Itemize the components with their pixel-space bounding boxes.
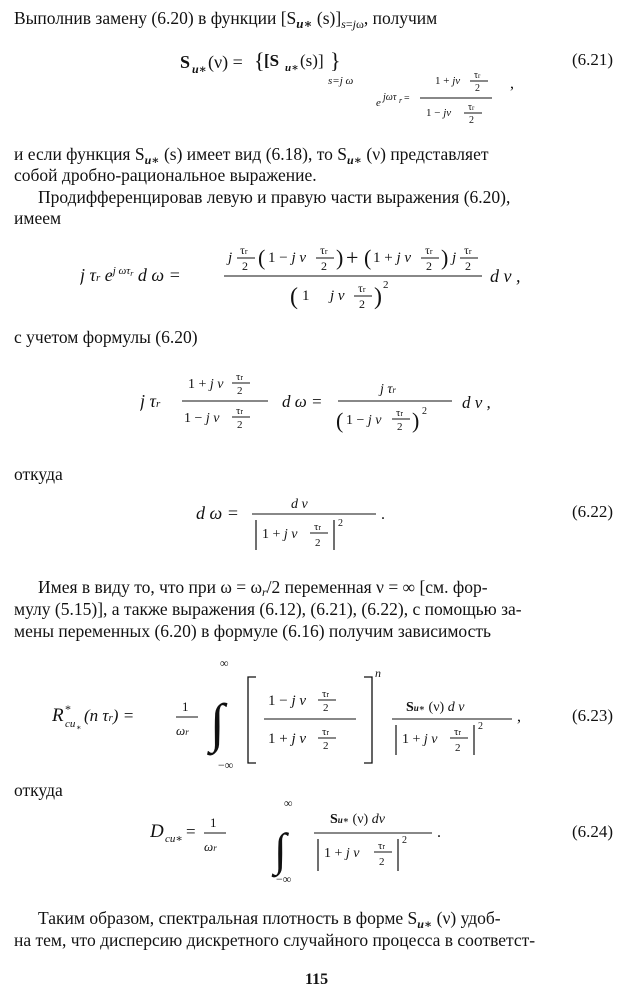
svg-text:): ) [336,245,344,270]
equation-6-21 [180,40,530,130]
svg-text:1 − jν: 1 − jν [426,107,452,119]
svg-text:2: 2 [338,518,343,529]
paragraph-having-in-view-line3: мены переменных (6.20) в формуле (6.16) получим зависимость [14,621,491,641]
svg-text:,: , [517,708,521,725]
svg-text:1: 1 [210,815,217,830]
svg-text:Su∗ (ν) d ν: Su∗ (ν) d ν [406,700,465,715]
svg-text:2: 2 [242,259,248,273]
svg-text:d ω =: d ω = [196,503,239,523]
svg-text:τr: τr [236,405,244,417]
svg-text:1 + j ν: 1 + j ν [268,731,307,747]
equation-differential [80,232,620,322]
svg-text:(: ( [336,408,344,433]
svg-text:τr: τr [396,407,404,419]
svg-text:j τr: j τr [140,391,161,411]
svg-text:∫: ∫ [274,824,287,875]
paragraph-differentiate: Продифференцировав левую и правую части выражения (6.20), [38,187,511,207]
svg-text:2: 2 [402,835,407,846]
svg-text:Su∗ (ν) dν: Su∗ (ν) dν [330,812,385,827]
svg-text:[S: [S [264,51,280,70]
paragraph-having-in-view-line2: мулу (5.15)], а также выражения (6.12), (6.21), (6.22), с помощью за- [14,599,522,619]
svg-text:d ν ,: d ν , [490,266,521,286]
paragraph-intro: Выполнив замену (6.20) в функции [$S_{u∗}$ $(s)]_{s=j\omega}$, получим [14,8,438,31]
svg-text:(s)]: (s)] [300,51,324,70]
svg-text:∗: ∗ [76,723,82,732]
svg-text:2: 2 [422,406,427,417]
svg-text:1 + j ν: 1 + j ν [188,377,224,392]
svg-text:2: 2 [478,721,483,732]
svg-text:r: r [399,96,403,105]
svg-text:*: * [65,702,71,716]
svg-text:∫: ∫ [210,693,225,753]
svg-text:2: 2 [383,279,389,291]
svg-text:1 − j ν: 1 − j ν [268,250,307,266]
svg-text:u∗: u∗ [285,62,299,74]
svg-text:2: 2 [323,740,329,752]
svg-text:j τr ej ωτr d ω =: j τr $e^{j \omega\tau}r$ d ω = [80,265,181,285]
svg-text:cu: cu [65,718,76,730]
svg-text:τr: τr [322,726,330,738]
equation-number: (6.21) [572,50,614,69]
svg-text:1 + jν: 1 + jν [435,75,461,87]
svg-text:.: . [381,506,385,523]
svg-text:ωr: ωr [176,723,189,738]
svg-text:∞: ∞ [284,796,293,810]
svg-text:): ) [412,408,420,433]
svg-text:τr: τr [322,688,330,700]
svg-text:D: D [150,821,164,842]
paragraph-with-formula: с учетом формулы (6.20) [14,327,198,347]
page-number: 115 [305,971,329,988]
paragraph-whence-1: откуда [14,464,63,484]
svg-text:2: 2 [321,259,327,273]
svg-text:): ) [374,284,382,310]
paragraph-conclusion-line2: на тем, что дисперсию дискретного случайного процесса в соответст- [14,930,536,950]
paragraph-conclusion: Таким образом, спектральная плотность в форме $S_{u∗}$ (ν) удоб- [38,908,501,931]
equation-number: (6.23) [572,706,614,725]
equation-substitution [140,358,520,448]
svg-text:jωτ: jωτ [383,92,397,103]
svg-text:τr: τr [314,521,322,533]
paragraph-whence-2: откуда [14,780,63,800]
svg-text:2: 2 [465,259,471,273]
svg-text:2: 2 [426,259,432,273]
svg-text:R: R [52,705,64,726]
svg-text:τr: τr [474,70,481,81]
svg-text:d ν: d ν [291,497,308,512]
svg-text:+: + [346,245,359,270]
svg-text:): ) [441,245,449,270]
svg-text:1 + j ν: 1 + j ν [373,250,412,266]
svg-text:1: 1 [302,288,310,304]
svg-text:{: { [254,48,265,73]
svg-text:2: 2 [315,537,321,549]
equation-6-24 [150,795,460,885]
svg-text:,: , [510,75,514,92]
svg-text:.: . [437,824,441,841]
svg-text:ωr: ωr [204,839,217,854]
svg-text:1 + j ν: 1 + j ν [402,732,438,747]
paragraph-differentiate-line2: имеем [14,208,62,228]
svg-text:∞: ∞ [220,656,229,670]
svg-text:d ω =: d ω = [282,392,323,411]
svg-text:j: j [228,250,233,266]
svg-text:2: 2 [469,115,474,126]
svg-text:(ν) =: (ν) = [208,52,243,72]
svg-text:2: 2 [397,421,403,433]
svg-text:=: = [186,822,196,841]
svg-text:e: e [376,97,381,109]
svg-text:1 − j ν: 1 − j ν [184,411,220,426]
svg-text:2: 2 [359,297,365,311]
equation-number: (6.22) [572,502,614,521]
svg-text:τr: τr [358,281,366,295]
svg-text:2: 2 [455,742,461,754]
svg-text:1: 1 [182,699,189,714]
svg-text:τr: τr [464,243,472,257]
equation-6-23 [52,655,562,775]
svg-text:S: S [180,52,191,72]
svg-text:1 − j ν: 1 − j ν [346,413,382,428]
equation-6-22 [196,488,416,560]
svg-text:τr: τr [468,102,475,113]
svg-text:2: 2 [475,83,480,94]
svg-text:1 + j ν: 1 + j ν [262,527,298,542]
svg-text:(n τr) =: (n τr) = [84,706,135,725]
svg-text:2: 2 [379,856,385,868]
svg-text:(: ( [290,284,298,310]
paragraph-having-in-view: Имея в виду то, что при ω = ωr/2 переменная ν = ∞ [см. фор- [38,577,488,599]
svg-text:j τr: j τr [380,382,396,397]
svg-text:τr: τr [425,243,433,257]
svg-text:τr: τr [454,726,462,738]
paragraph-function-line2: собой дробно-рациональное выражение. [14,165,317,185]
svg-text:u∗: u∗ [192,62,207,76]
svg-text:j ν: j ν [330,288,345,304]
svg-text:(: ( [364,245,372,270]
svg-text:2: 2 [237,385,243,397]
paragraph-function: и если функция $S_{u∗}$ (s) имеет вид (6.18), то $S_{u∗}$ (ν) представляет [14,144,489,167]
svg-text:τr: τr [236,371,244,383]
svg-text:2: 2 [323,702,329,714]
svg-text:1 − j ν: 1 − j ν [268,693,307,709]
svg-text:1 + j ν: 1 + j ν [324,846,360,861]
svg-text:=: = [404,93,410,104]
svg-text:τr: τr [320,243,328,257]
svg-text:−∞: −∞ [276,872,292,885]
svg-text:n: n [375,666,381,680]
svg-text:(: ( [258,245,266,270]
svg-text:τr: τr [378,840,386,852]
svg-text:cu∗: cu∗ [165,833,183,845]
svg-text:d ν ,: d ν , [462,393,491,412]
equation-number: (6.24) [572,822,614,841]
svg-text:}: } [330,48,341,73]
svg-text:τr: τr [240,243,248,257]
svg-text:−∞: −∞ [218,758,234,772]
svg-text:s=j ω: s=j ω [328,75,354,87]
svg-text:j: j [452,250,457,266]
svg-text:2: 2 [237,419,243,431]
